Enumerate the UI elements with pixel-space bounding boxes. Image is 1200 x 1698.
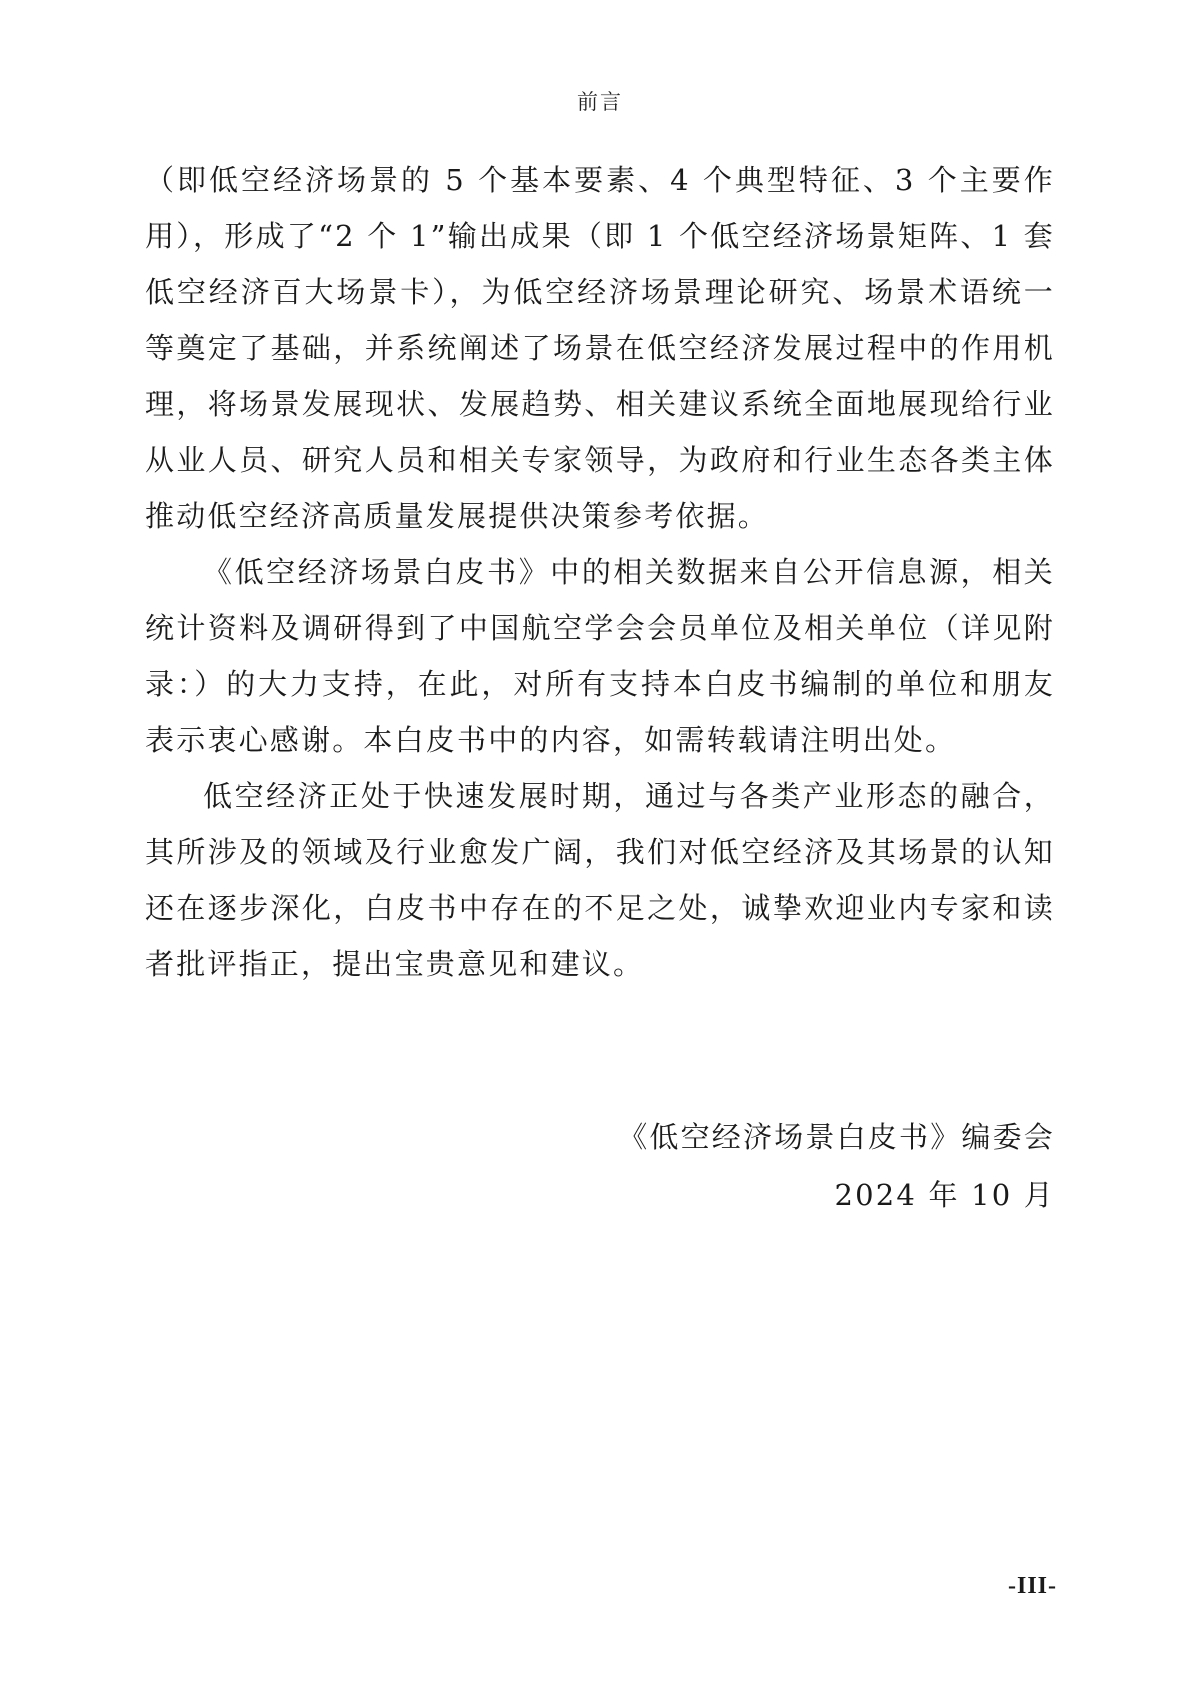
paragraph-closing: 低空经济正处于快速发展时期，通过与各类产业形态的融合，其所涉及的领域及行业愈发广阔，我们对低空经济及其场景的认知还在逐步深化，白皮书中存在的不足之处，诚挚欢迎业内专家和读者批评指正，提出宝贵意见和建议。 (145, 779, 1055, 981)
paragraph-acknowledgement: 《低空经济场景白皮书》中的相关数据来自公开信息源，相关统计资料及调研得到了中国航空学会会员单位及相关单位（详见附录：）的大力支持，在此，对所有支持本白皮书编制的单位和朋友表示衷心感谢。本白皮书中的内容，如需转载请注明出处。 (145, 555, 1055, 757)
page-number: -III- (1007, 1573, 1057, 1599)
signature-author: 《低空经济场景白皮书》编委会 (618, 1120, 1055, 1154)
paragraph-continuation: （即低空经济场景的 5 个基本要素、4 个典型特征、3 个主要作用），形成了“2 个 1”输出成果（即 1 个低空经济场景矩阵、1 套低空经济百大场景卡），为低空经济场景理论研究、场景术语统一等奠定了基础，并系统阐述了场景在低空经济发展过程中的作用机理，将场景发展现状、发展趋势、相关建议系统全面地展现给行业从业人员、研究人员和相关专家领导，为政府和行业生态各类主体推动低空经济高质量发展提供决策参考依据。 (145, 163, 1055, 533)
signature-date: 2024 年 10 月 (834, 1178, 1055, 1212)
body-text (145, 152, 1055, 992)
signature-block (618, 1108, 1055, 1224)
running-header: 前言 (577, 90, 623, 114)
